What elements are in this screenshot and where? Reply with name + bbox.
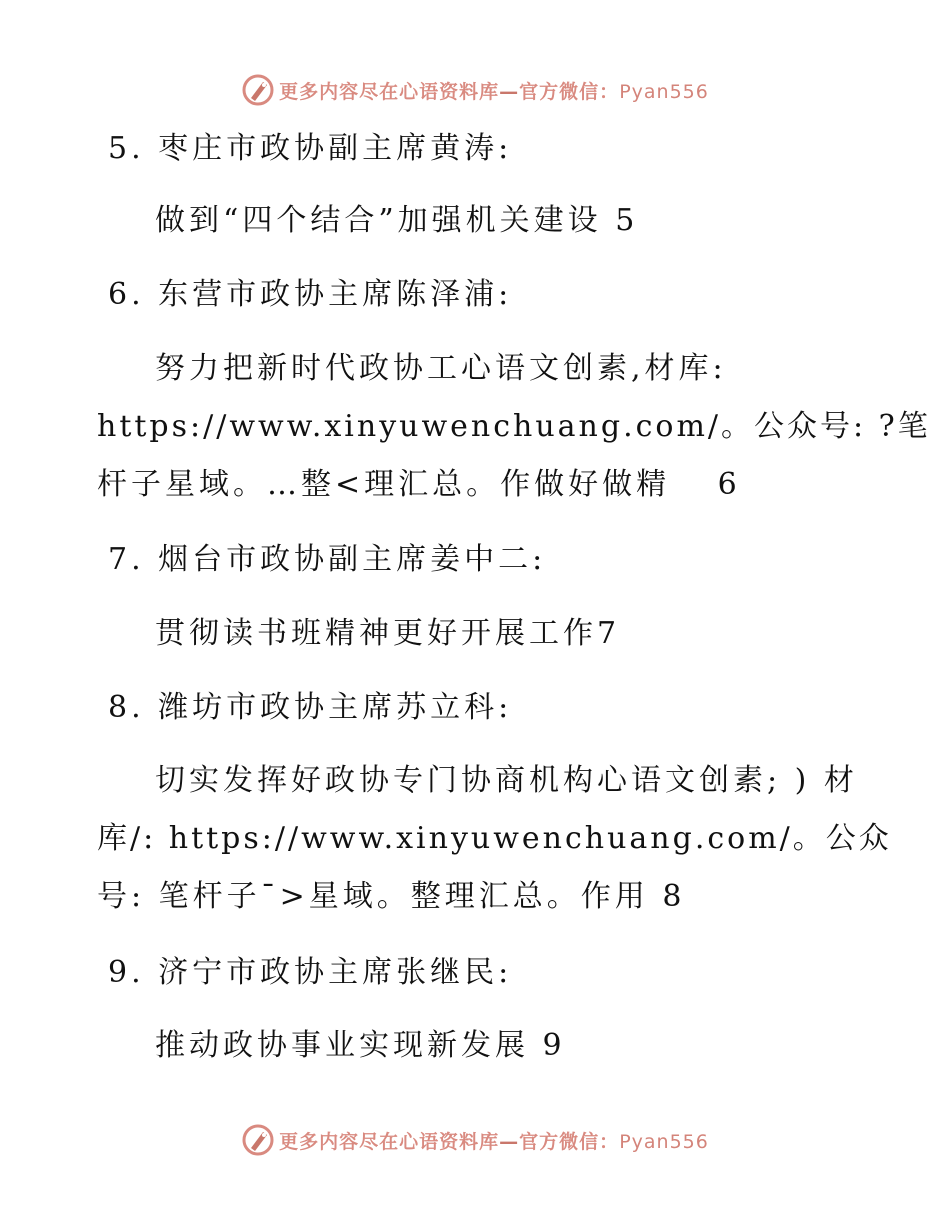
toc-line-6-2: https://www.xinyuwenchuang.com/。公众号: ?笔 xyxy=(97,409,931,444)
toc-heading-8: 8. 潍坊市政协主席苏立科: xyxy=(108,690,513,725)
watermark-text: 更多内容尽在心语资料库—官方微信：Pyan556 xyxy=(279,1130,709,1153)
toc-line-5-1: 做到“四个结合”加强机关建设 5 xyxy=(155,203,639,238)
toc-heading-6: 6. 东营市政协主席陈泽浦: xyxy=(108,277,513,312)
toc-heading-9: 9. 济宁市政协主席张继民: xyxy=(108,955,513,990)
toc-heading-7: 7. 烟台市政协副主席姜中二: xyxy=(108,542,547,577)
toc-line-8-3: 号: 笔杆子¯>星域。整理汇总。作用 8 xyxy=(97,879,686,914)
pen-nib-icon xyxy=(241,1123,275,1157)
toc-line-6-1: 努力把新时代政协工心语文创素,材库: xyxy=(155,351,727,386)
toc-line-9-1: 推动政协事业实现新发展 9 xyxy=(155,1028,566,1063)
toc-line-8-1: 切实发挥好政协专门协商机构心语文创素; ) 材 xyxy=(155,763,858,798)
toc-line-6-3: 杆子星域。…整<理汇总。作做好做精 6 xyxy=(97,467,741,502)
watermark-text: 更多内容尽在心语资料库—官方微信：Pyan556 xyxy=(279,80,709,103)
pen-nib-icon xyxy=(241,73,275,107)
toc-line-8-2: 库/: https://www.xinyuwenchuang.com/。公众 xyxy=(97,821,892,856)
footer-watermark xyxy=(0,1120,950,1160)
toc-heading-5: 5. 枣庄市政协副主席黄涛: xyxy=(108,131,513,166)
header-watermark xyxy=(0,70,950,110)
toc-line-7-1: 贯彻读书班精神更好开展工作7 xyxy=(155,616,621,651)
